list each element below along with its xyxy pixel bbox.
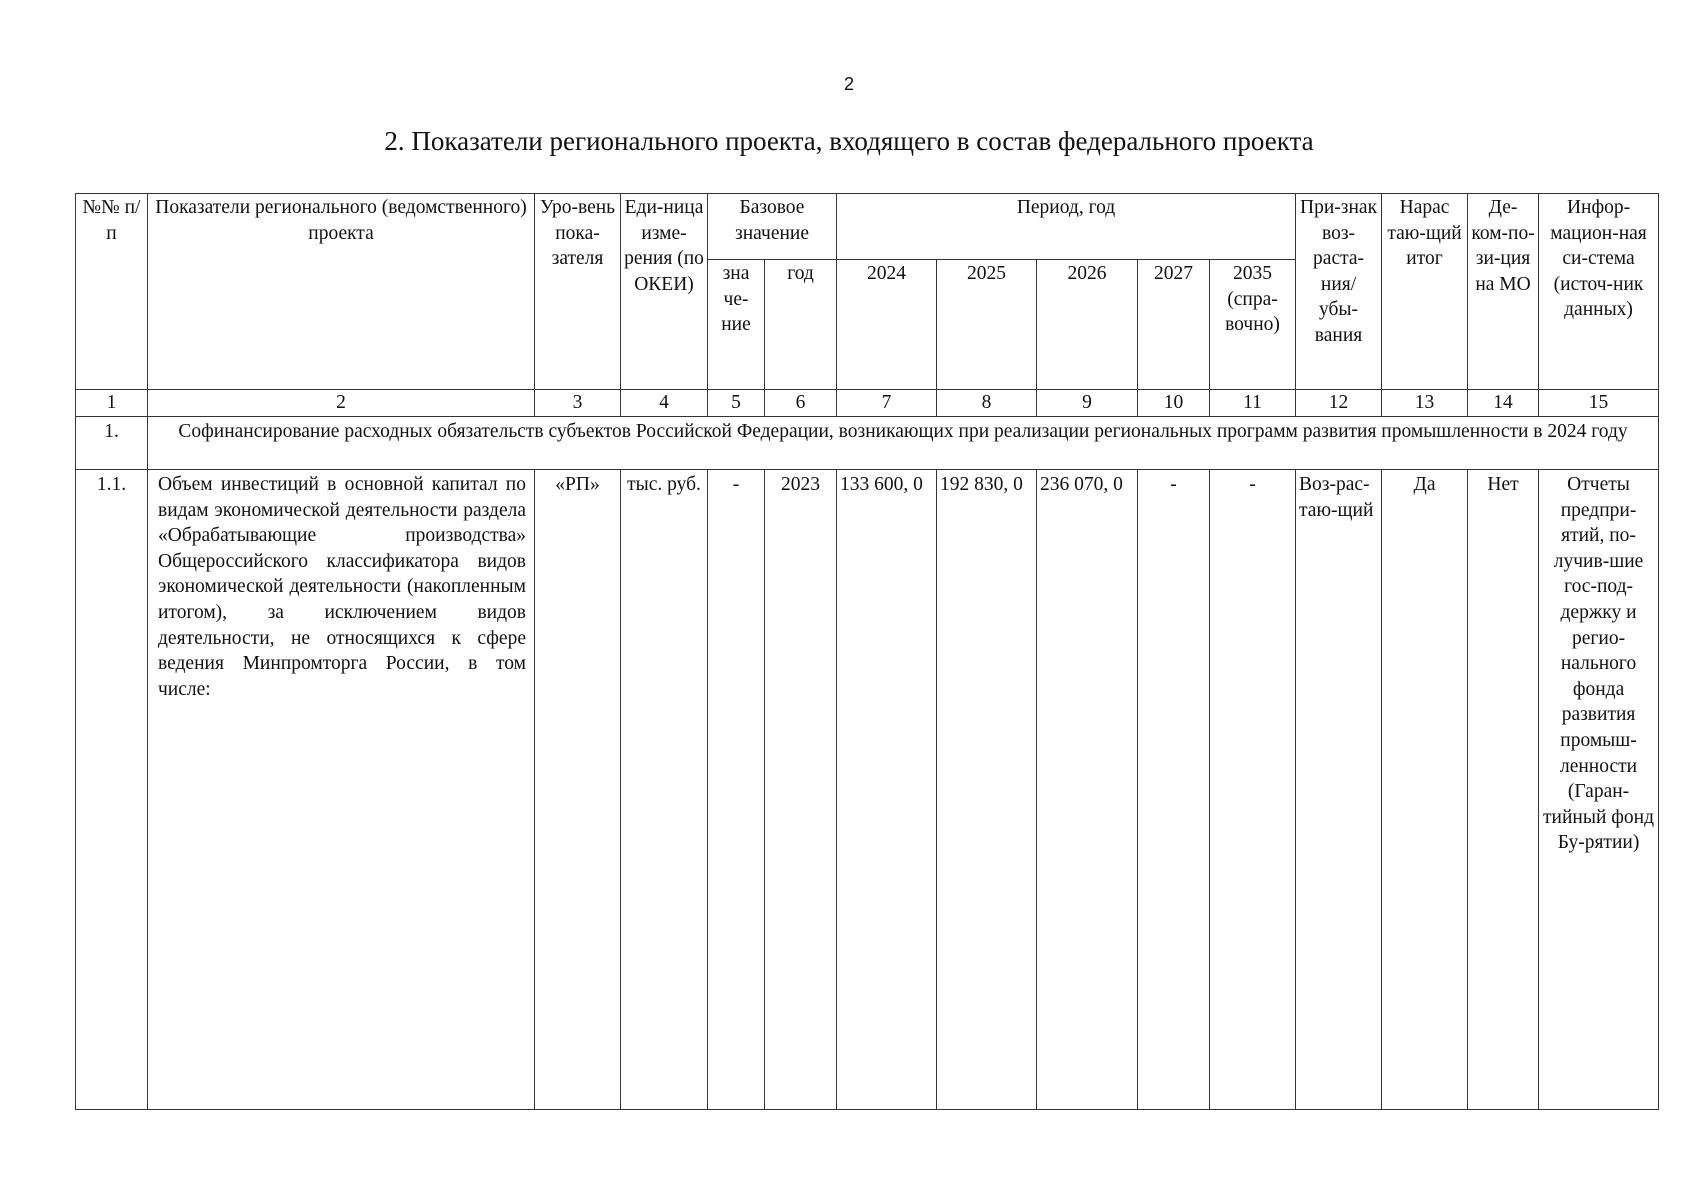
row-value-2026: 236 070, 0 <box>1037 470 1138 1110</box>
row-cumulative: Да <box>1382 470 1468 1110</box>
column-number: 2 <box>148 390 535 417</box>
row-sign: Воз-рас-таю-щий <box>1296 470 1382 1110</box>
page-title: 2. Показатели регионального проекта, входящего в состав федерального проекта <box>384 126 1314 156</box>
header-no: №№ п/п <box>76 194 148 390</box>
header-source: Инфор-мацион-ная си-стема (источ-ник данных) <box>1539 194 1659 390</box>
page-number: 2 <box>843 74 854 94</box>
column-number: 13 <box>1382 390 1468 417</box>
column-number: 6 <box>765 390 837 417</box>
row-indicator: Объем инвестиций в основной капитал по видам экономической деятельности раздела «Обрабатывающие производства» Общероссийского классификатора видов экономической деятельности (накопленным итогом), за исключением видов деятельности, не относящихся к сфере ведения Минпромторга России, в том числе: <box>148 470 535 1110</box>
column-number: 1 <box>76 390 148 417</box>
row-value-2025: 192 830, 0 <box>937 470 1037 1110</box>
header-year-2027: 2027 <box>1138 260 1210 390</box>
header-level: Уро-вень пока-зателя <box>535 194 621 390</box>
header-year-2035: 2035 (спра-вочно) <box>1210 260 1296 390</box>
column-number: 8 <box>937 390 1037 417</box>
column-number: 4 <box>621 390 708 417</box>
column-number: 12 <box>1296 390 1382 417</box>
header-indicator: Показатели регионального (ведомственного) проекта <box>148 194 535 390</box>
header-period: Период, год <box>837 194 1296 260</box>
indicators-table <box>75 193 1659 1110</box>
section-title: Софинансирование расходных обязательств субъектов Российской Федерации, возникающих при реализации региональных программ развития промышленности в 2024 году <box>148 417 1659 470</box>
row-value-2035: - <box>1210 470 1296 1110</box>
column-number: 14 <box>1468 390 1539 417</box>
row-value-2024: 133 600, 0 <box>837 470 937 1110</box>
row-decomposition: Нет <box>1468 470 1539 1110</box>
row-base-year: 2023 <box>765 470 837 1110</box>
header-year-2026: 2026 <box>1037 260 1138 390</box>
row-value-2027: - <box>1138 470 1210 1110</box>
row-number: 1.1. <box>76 470 148 1110</box>
column-number: 5 <box>708 390 765 417</box>
column-number: 3 <box>535 390 621 417</box>
column-number: 10 <box>1138 390 1210 417</box>
row-unit: тыс. руб. <box>621 470 708 1110</box>
header-year-2025: 2025 <box>937 260 1037 390</box>
row-level: «РП» <box>535 470 621 1110</box>
header-unit: Еди-ница изме-рения (по ОКЕИ) <box>621 194 708 390</box>
header-year-2024: 2024 <box>837 260 937 390</box>
header-base: Базовое значение <box>708 194 837 260</box>
section-number: 1. <box>76 417 148 470</box>
row-base-value: - <box>708 470 765 1110</box>
row-source: Отчеты предпри-ятий, по-лучив-шие гос-под-держку и регио-нального фонда развития промыш-ленности (Гаран-тийный фонд Бу-рятии) <box>1539 470 1659 1110</box>
header-cumulative: Нарас таю-щий итог <box>1382 194 1468 390</box>
column-number: 7 <box>837 390 937 417</box>
column-number: 11 <box>1210 390 1296 417</box>
column-number: 9 <box>1037 390 1138 417</box>
header-base-year: год <box>765 260 837 390</box>
column-number: 15 <box>1539 390 1659 417</box>
header-decomposition: Де-ком-по-зи-ция на МО <box>1468 194 1539 390</box>
header-sign: При-знак воз-раста-ния/ убы-вания <box>1296 194 1382 390</box>
header-base-value: зна че-ние <box>708 260 765 390</box>
